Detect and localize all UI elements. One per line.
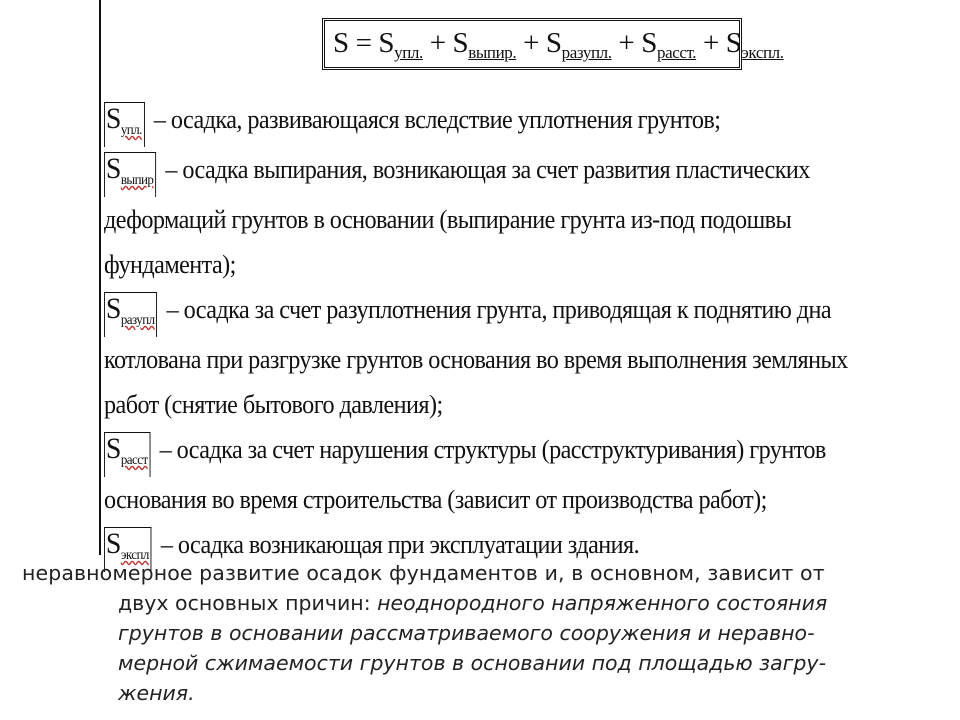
term-s-upl: $S_{упл.}$ [104, 102, 145, 147]
definition-vypir-cont-1: деформаций грунтов в основании (выпирание грунта из-под подошвы [104, 205, 792, 234]
note-line-3: грунтов в основании рассматриваемого сооружения и неравно- [118, 621, 815, 645]
definition-ekspl: $S_{экспл}$ – осадка возникающая при эксплуатации здания. [104, 522, 848, 572]
term-s-ekspl: $S_{экспл}$ [104, 527, 152, 572]
note-line-5: жения. [118, 681, 195, 705]
definition-razupl-cont-2: работ (снятие бытового давления); [104, 390, 443, 419]
note-line-2: двух основных причин: неоднородного напряженного состояния [118, 591, 828, 615]
note-line-1: неравномерное развитие осадок фундаментов и, в основном, зависит от [22, 561, 825, 585]
definition-razupl-cont-1: котлована при разгрузке грунтов основания во время выполнения земляных [104, 345, 848, 374]
term-s-rasst: $S_{расст}$ [104, 432, 150, 477]
definition-rasst: $S_{расст}$ – осадка за счет нарушения структуры (расструктуривания) грунтов [104, 427, 848, 477]
definition-vypir-cont-2: фундамента); [104, 250, 236, 279]
definition-razupl: $S_{разупл}$ – осадка за счет разуплотнения грунта, приводящая к поднятию дна [104, 287, 848, 337]
definitions-list [104, 97, 848, 572]
definition-vypir: $S_{выпир}$ – осадка выпирания, возникающая за счет развития пластических [104, 147, 848, 197]
note-line-4: мерной сжимаемости грунтов в основании под площадью загру- [118, 651, 826, 675]
term-s-vypir: $S_{выпир}$ [104, 152, 156, 197]
definition-rasst-cont-1: основания во время строительства (зависит от производства работ); [104, 485, 767, 514]
definition-upl: $S_{упл.}$ – осадка, развивающаяся вследствие уплотнения грунтов; [104, 97, 848, 147]
left-margin-line [99, 0, 101, 555]
settlement-formula: $S = S_{упл.} + S_{выпир.} + S_{разупл.} + S_{расст.} + S_{экспл.}$ [322, 18, 742, 70]
term-s-razupl: $S_{разупл}$ [104, 292, 157, 337]
